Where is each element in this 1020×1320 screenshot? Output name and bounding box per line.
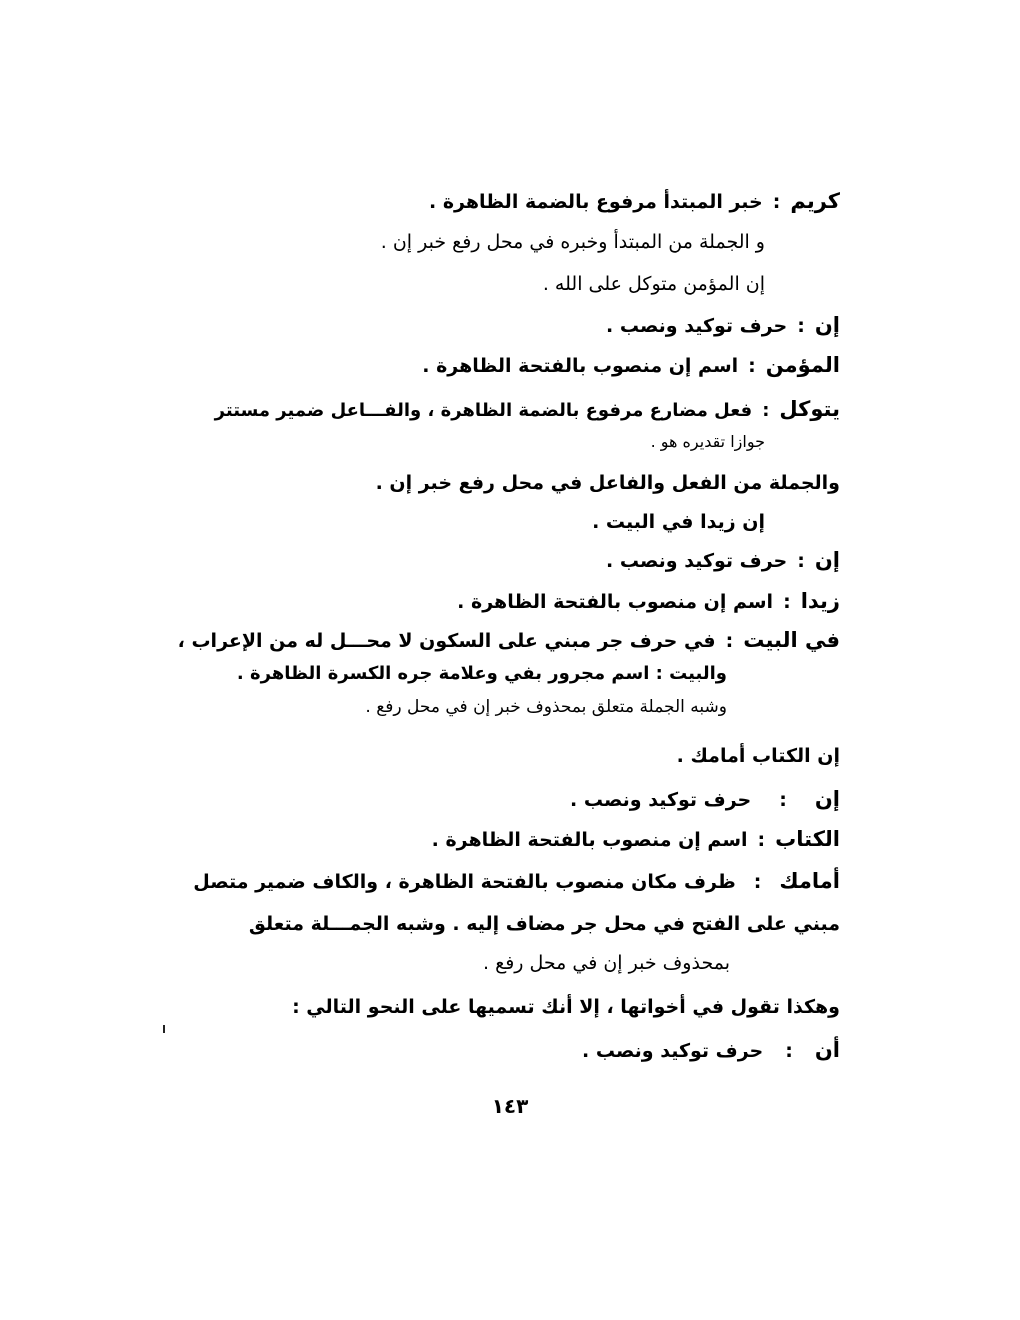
text-line: والبيت : اسم مجرور بفي وعلامة جره الكسرة الظاهرة .	[236, 663, 727, 684]
text-line: وهكذا تقول في أخواتها ، إلا أنك تسميها على النحو التالي :	[292, 996, 840, 1018]
text-line: زيدا:اسم إن منصوب بالفتحة الظاهرة .	[457, 589, 840, 613]
text-line: جوازا تقديره هو .	[650, 432, 765, 451]
example-sentence: إن زيدا في البيت .	[592, 511, 765, 533]
text-line: المؤمن:اسم إن منصوب بالفتحة الظاهرة .	[422, 353, 840, 377]
scan-speck	[163, 1025, 165, 1033]
text-line: إن:حرف توكيد ونصب .	[606, 313, 840, 337]
text-line: والجملة من الفعل والفاعل في محل رفع خبر إن .	[375, 472, 840, 494]
text-line: كريم:خبر المبتدأ مرفوع بالضمة الظاهرة .	[429, 189, 840, 213]
text-line: يتوكل:فعل مضارع مرفوع بالضمة الظاهرة ، والفـــاعل ضمير مستتر	[214, 397, 840, 421]
example-sentence: إن الكتاب أمامك .	[676, 745, 840, 767]
explanation: خبر المبتدأ مرفوع بالضمة الظاهرة .	[429, 191, 763, 213]
text-line: في البيت:في حرف جر مبني على السكون لا محـــل له من الإعراب ،	[177, 628, 840, 652]
text-line: إن:حرف توكيد ونصب .	[606, 548, 840, 572]
page-number: ١٤٣	[491, 1094, 529, 1118]
text-line: إن:حرف توكيد ونصب .	[570, 787, 840, 811]
parsed-word: كريم	[790, 189, 840, 213]
text-line: أمامك:ظرف مكان منصوب بالفتحة الظاهرة ، والكاف ضمير متصل	[193, 869, 840, 893]
text-line: أن:حرف توكيد ونصب .	[582, 1038, 840, 1062]
text-line: و الجملة من المبتدأ وخبره في محل رفع خبر إن .	[380, 231, 765, 253]
example-sentence: إن المؤمن متوكل على الله .	[542, 273, 765, 295]
text-line: بمحذوف خبر إن في محل رفع .	[483, 952, 730, 974]
text-line: وشبه الجملة متعلق بمحذوف خبر إن في محل رفع .	[365, 697, 727, 717]
text-line: الكتاب:اسم إن منصوب بالفتحة الظاهرة .	[431, 827, 840, 851]
text-line: مبني على الفتح في محل جر مضاف إليه . وشبه الجمـــلة متعلق	[248, 913, 840, 935]
